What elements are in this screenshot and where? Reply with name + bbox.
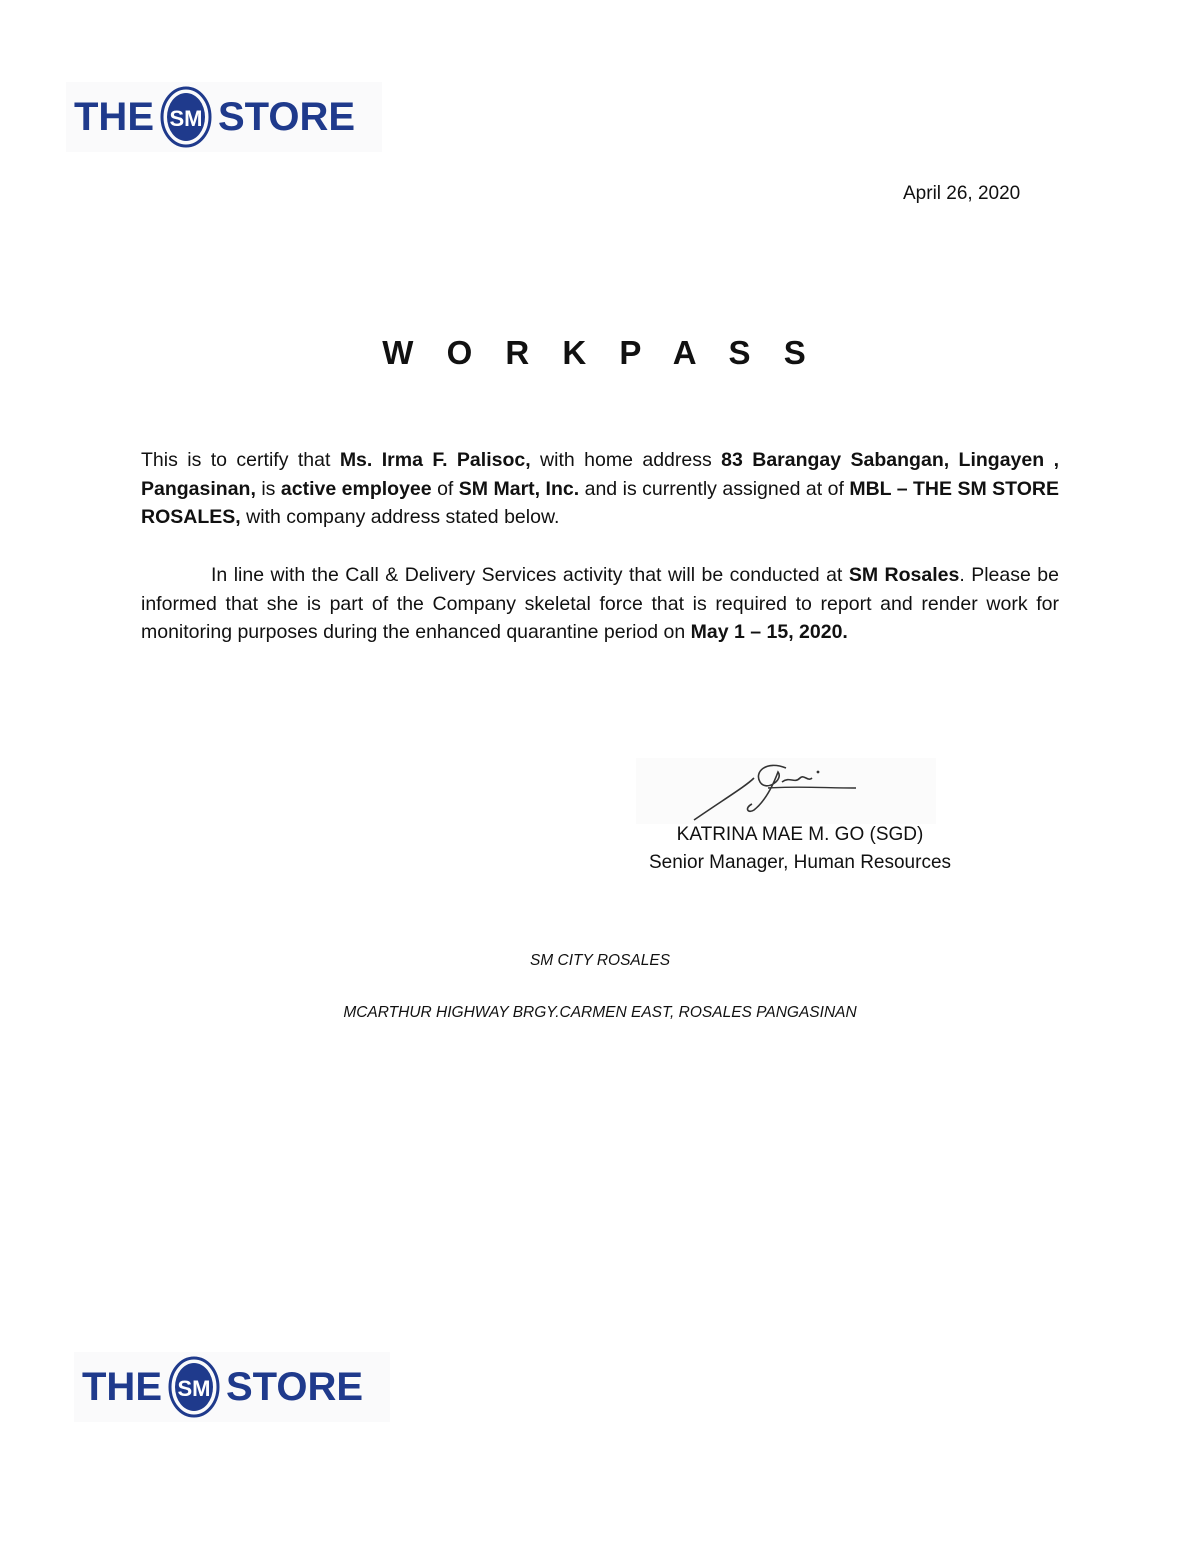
- document-title: W O R K P A S S: [382, 334, 818, 371]
- home-address: 83 Barangay Sabangan, Lingayen , Pangasinan,: [141, 449, 1059, 500]
- assigned-store: MBL – THE SM STORE ROSALES,: [141, 477, 1059, 529]
- signature: [636, 758, 936, 824]
- certification-paragraph: This is to certify that Ms. Irma F. Palisoc, with home address 83 Barangay Sabangan, Lingayen , Pangasinan, is active employee of SM Mart, Inc. and is currently assigned at of MBL – THE SM STORE ROSALES, with company address stated below.: [141, 449, 1059, 529]
- signer-title: Senior Manager, Human Resources: [648, 852, 952, 873]
- signer-name: KATRINA MAE M. GO (SGD): [676, 824, 924, 845]
- employee-name: Ms. Irma F. Palisoc,: [339, 449, 531, 471]
- company-name: SM Mart, Inc.: [458, 477, 580, 500]
- sm-seal-icon: [168, 1356, 220, 1418]
- svg-text:SM: SM: [169, 106, 203, 131]
- quarantine-period: May 1 – 15, 2020.: [690, 621, 848, 644]
- company-address-line1: SM CITY ROSALES: [529, 952, 671, 969]
- logo-word-the: THE: [82, 1365, 162, 1409]
- logo-word-the: THE: [74, 95, 154, 139]
- sm-seal-icon: [160, 86, 212, 148]
- svg-text:SM: SM: [177, 1376, 211, 1401]
- company-logo-top: [66, 82, 382, 152]
- logo-word-store: STORE: [226, 1365, 364, 1409]
- signature-icon: [636, 758, 936, 824]
- employment-status: active employee: [280, 477, 432, 500]
- company-logo-bottom: [74, 1352, 390, 1422]
- logo-word-store: STORE: [218, 95, 356, 139]
- company-address-line2: MCARTHUR HIGHWAY BRGY.CARMEN EAST, ROSALES PANGASINAN: [343, 1004, 857, 1021]
- activity-paragraph: In line with the Call & Delivery Services activity that will be conducted at SM Rosales. Please be informed that she is part of the Company skeletal force that is required to report and render work for monitoring purposes during the enhanced quarantine period on May 1 – 15, 2020.: [141, 564, 1059, 644]
- activity-location: SM Rosales: [848, 564, 960, 586]
- letter-date: April 26, 2020: [903, 183, 1021, 204]
